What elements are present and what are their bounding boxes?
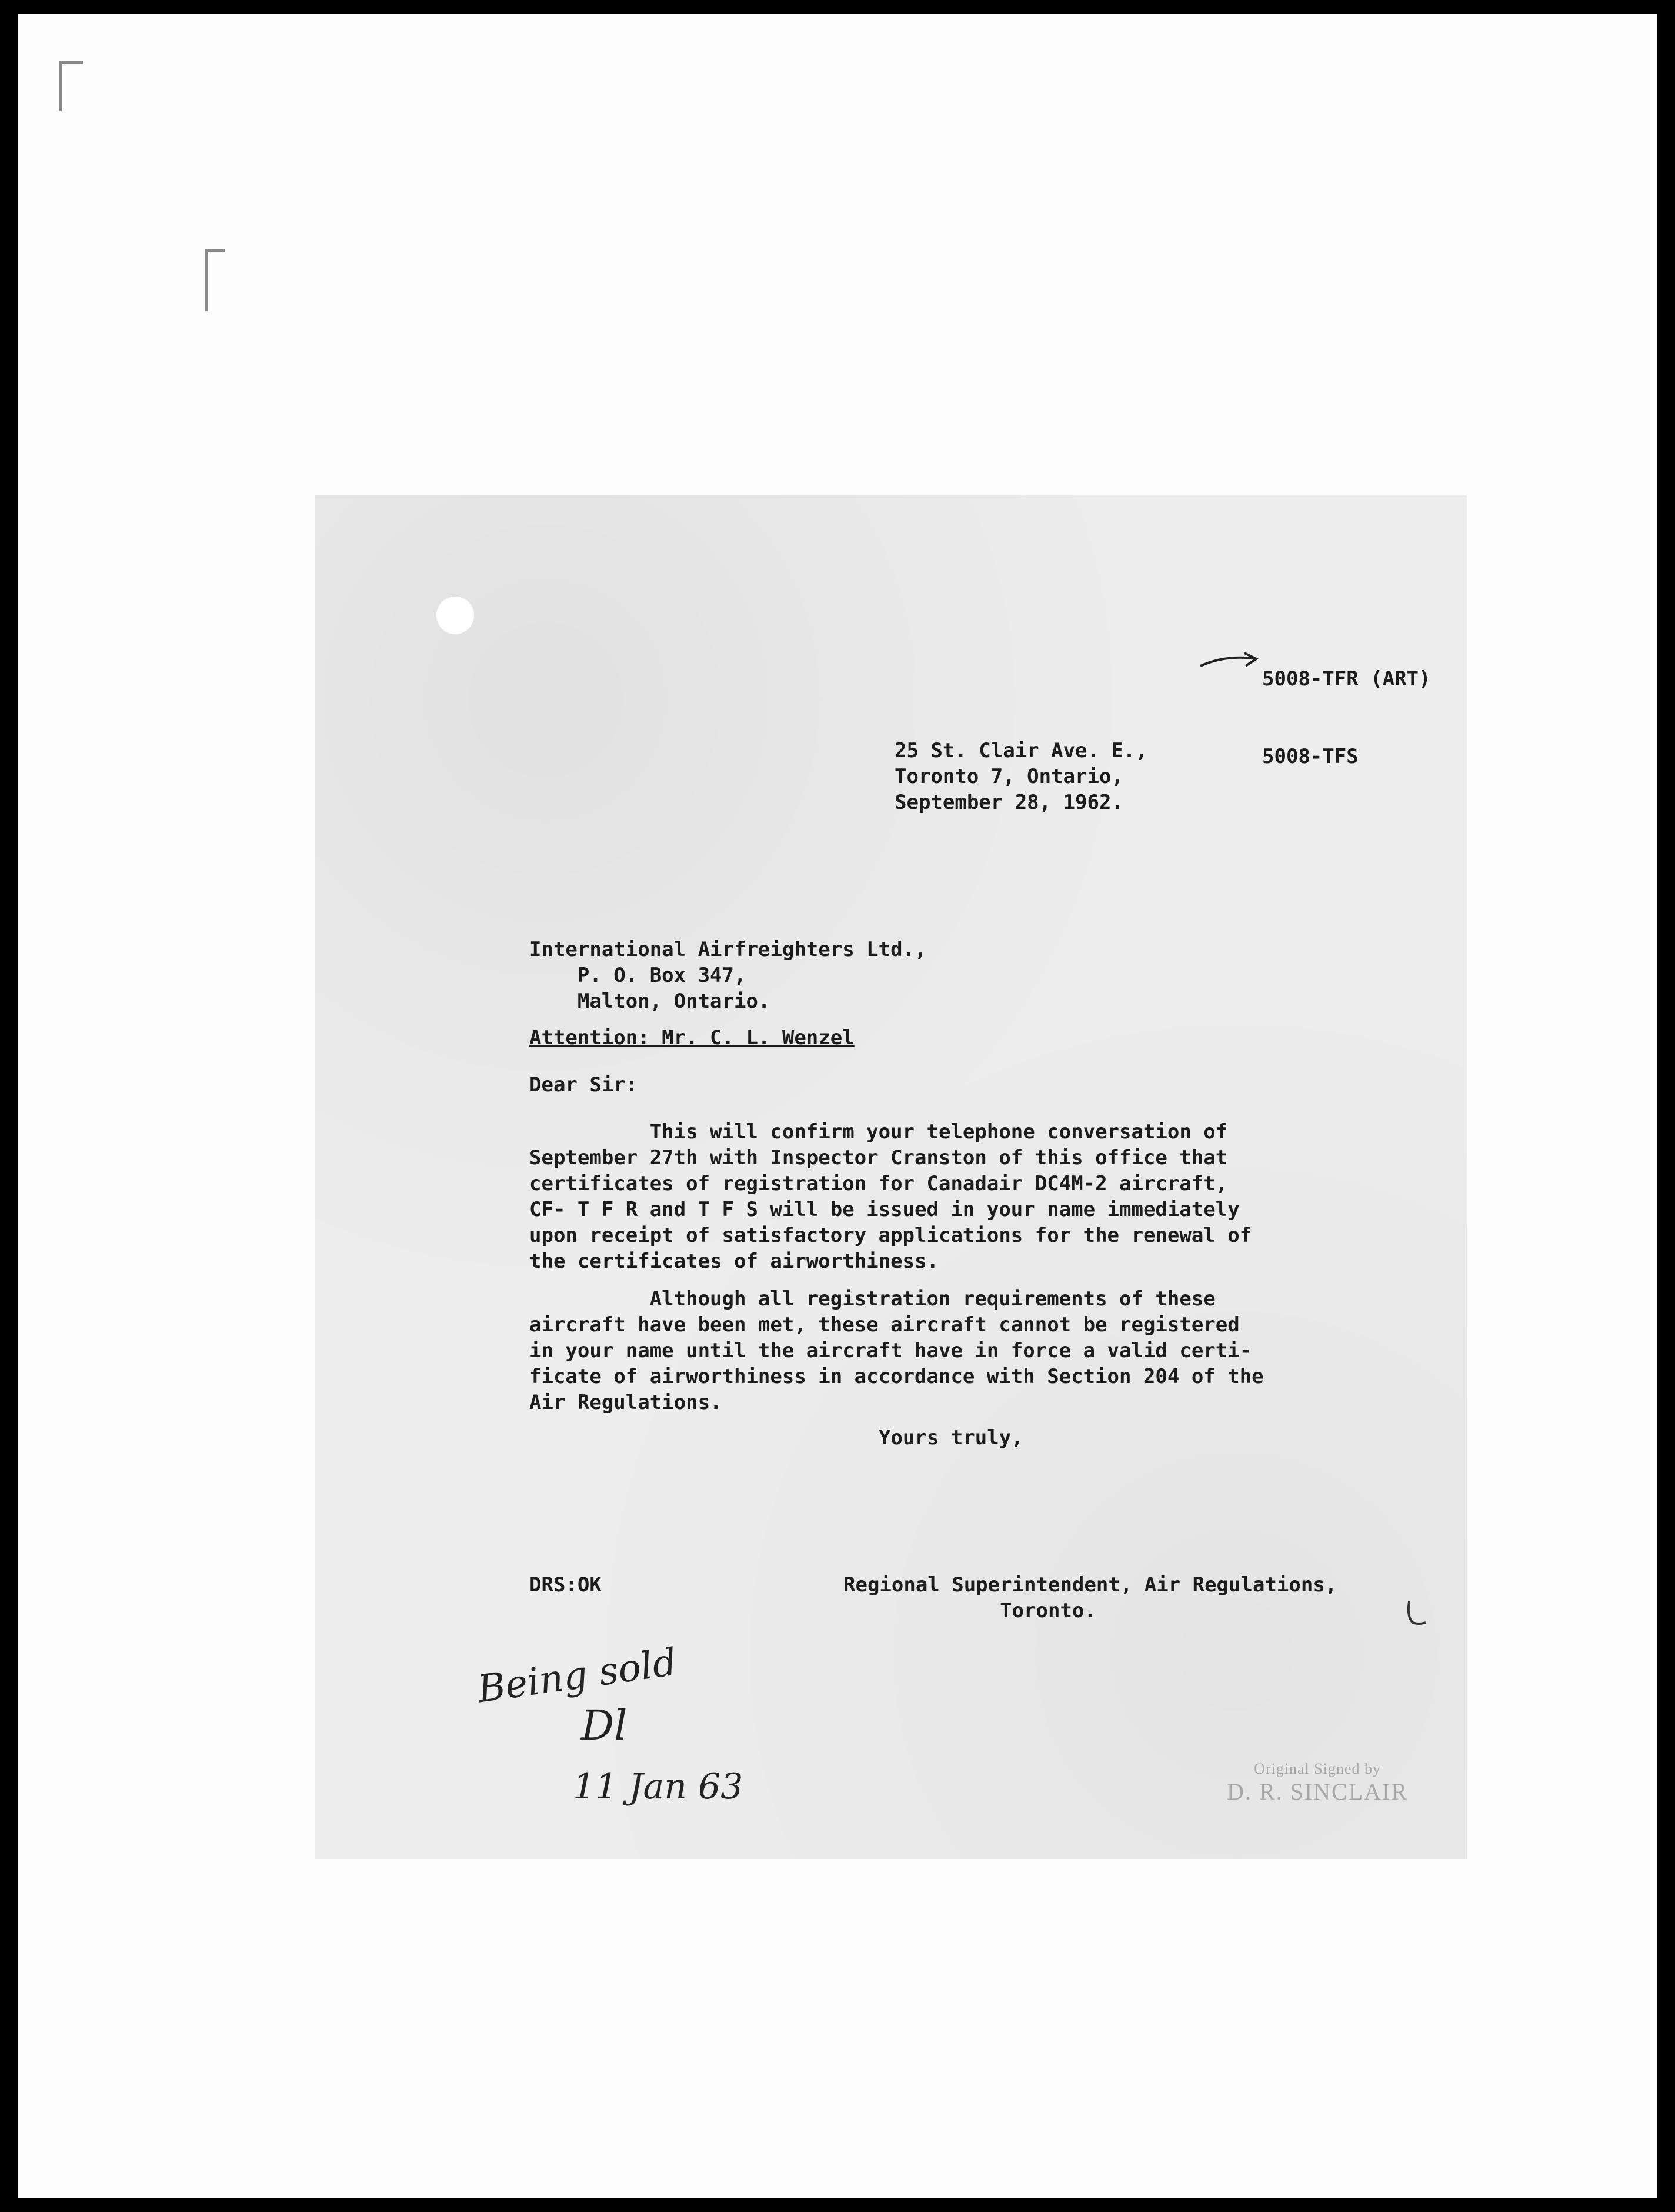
closing: Yours truly,	[879, 1426, 1023, 1450]
salutation: Dear Sir:	[529, 1073, 638, 1097]
check-mark-icon	[1404, 1599, 1428, 1628]
stamp-caption: Original Signed by	[1254, 1760, 1381, 1777]
handwritten-date: 11 Jan 63	[573, 1766, 743, 1807]
sender-address: 25 St. Clair Ave. E., Toronto 7, Ontario, September 28, 1962.	[895, 739, 1147, 814]
body-paragraph: This will confirm your telephone conversation of September 27th with Inspector Cranston of this office that certificates of registration for Canadair DC4M-2 aircraft, CF- T F R and T F S will be issued in your name immediately upon receipt of satisfactory applications for the renewal of the certificates of airworthiness.	[529, 1120, 1252, 1273]
body-paragraph: Although all registration requirements of these aircraft have been met, these aircraft cannot be registered in your name until the aircraft have in force a valid certi- ficate of airworthiness in accordance with Section 204 of the Air Regulations.	[529, 1287, 1264, 1414]
frame-corner-mark	[205, 249, 225, 311]
file-reference-line: 5008-TFR (ART)	[1262, 667, 1431, 691]
file-reference-block	[1262, 614, 1431, 821]
stamp-name: D. R. SINCLAIR	[1227, 1778, 1409, 1805]
typist-initials: DRS:OK	[529, 1573, 602, 1597]
punch-hole	[436, 597, 474, 634]
letter-sheet	[315, 495, 1467, 1859]
attention-line: Attention: Mr. C. L. Wenzel	[529, 1026, 855, 1050]
handwritten-note: Being sold	[475, 1640, 680, 1712]
recipient-address: International Airfreighters Ltd., P. O. Box 347, Malton, Ontario.	[529, 938, 927, 1013]
signatory-title: Regional Superintendent, Air Regulations, Toronto.	[843, 1573, 1337, 1623]
arrow-icon	[1197, 648, 1262, 672]
handwritten-initials: Dl	[581, 1701, 628, 1750]
signature-stamp	[1227, 1760, 1408, 1805]
frame-corner-mark	[59, 61, 83, 111]
file-reference-line: 5008-TFS	[1262, 745, 1359, 768]
